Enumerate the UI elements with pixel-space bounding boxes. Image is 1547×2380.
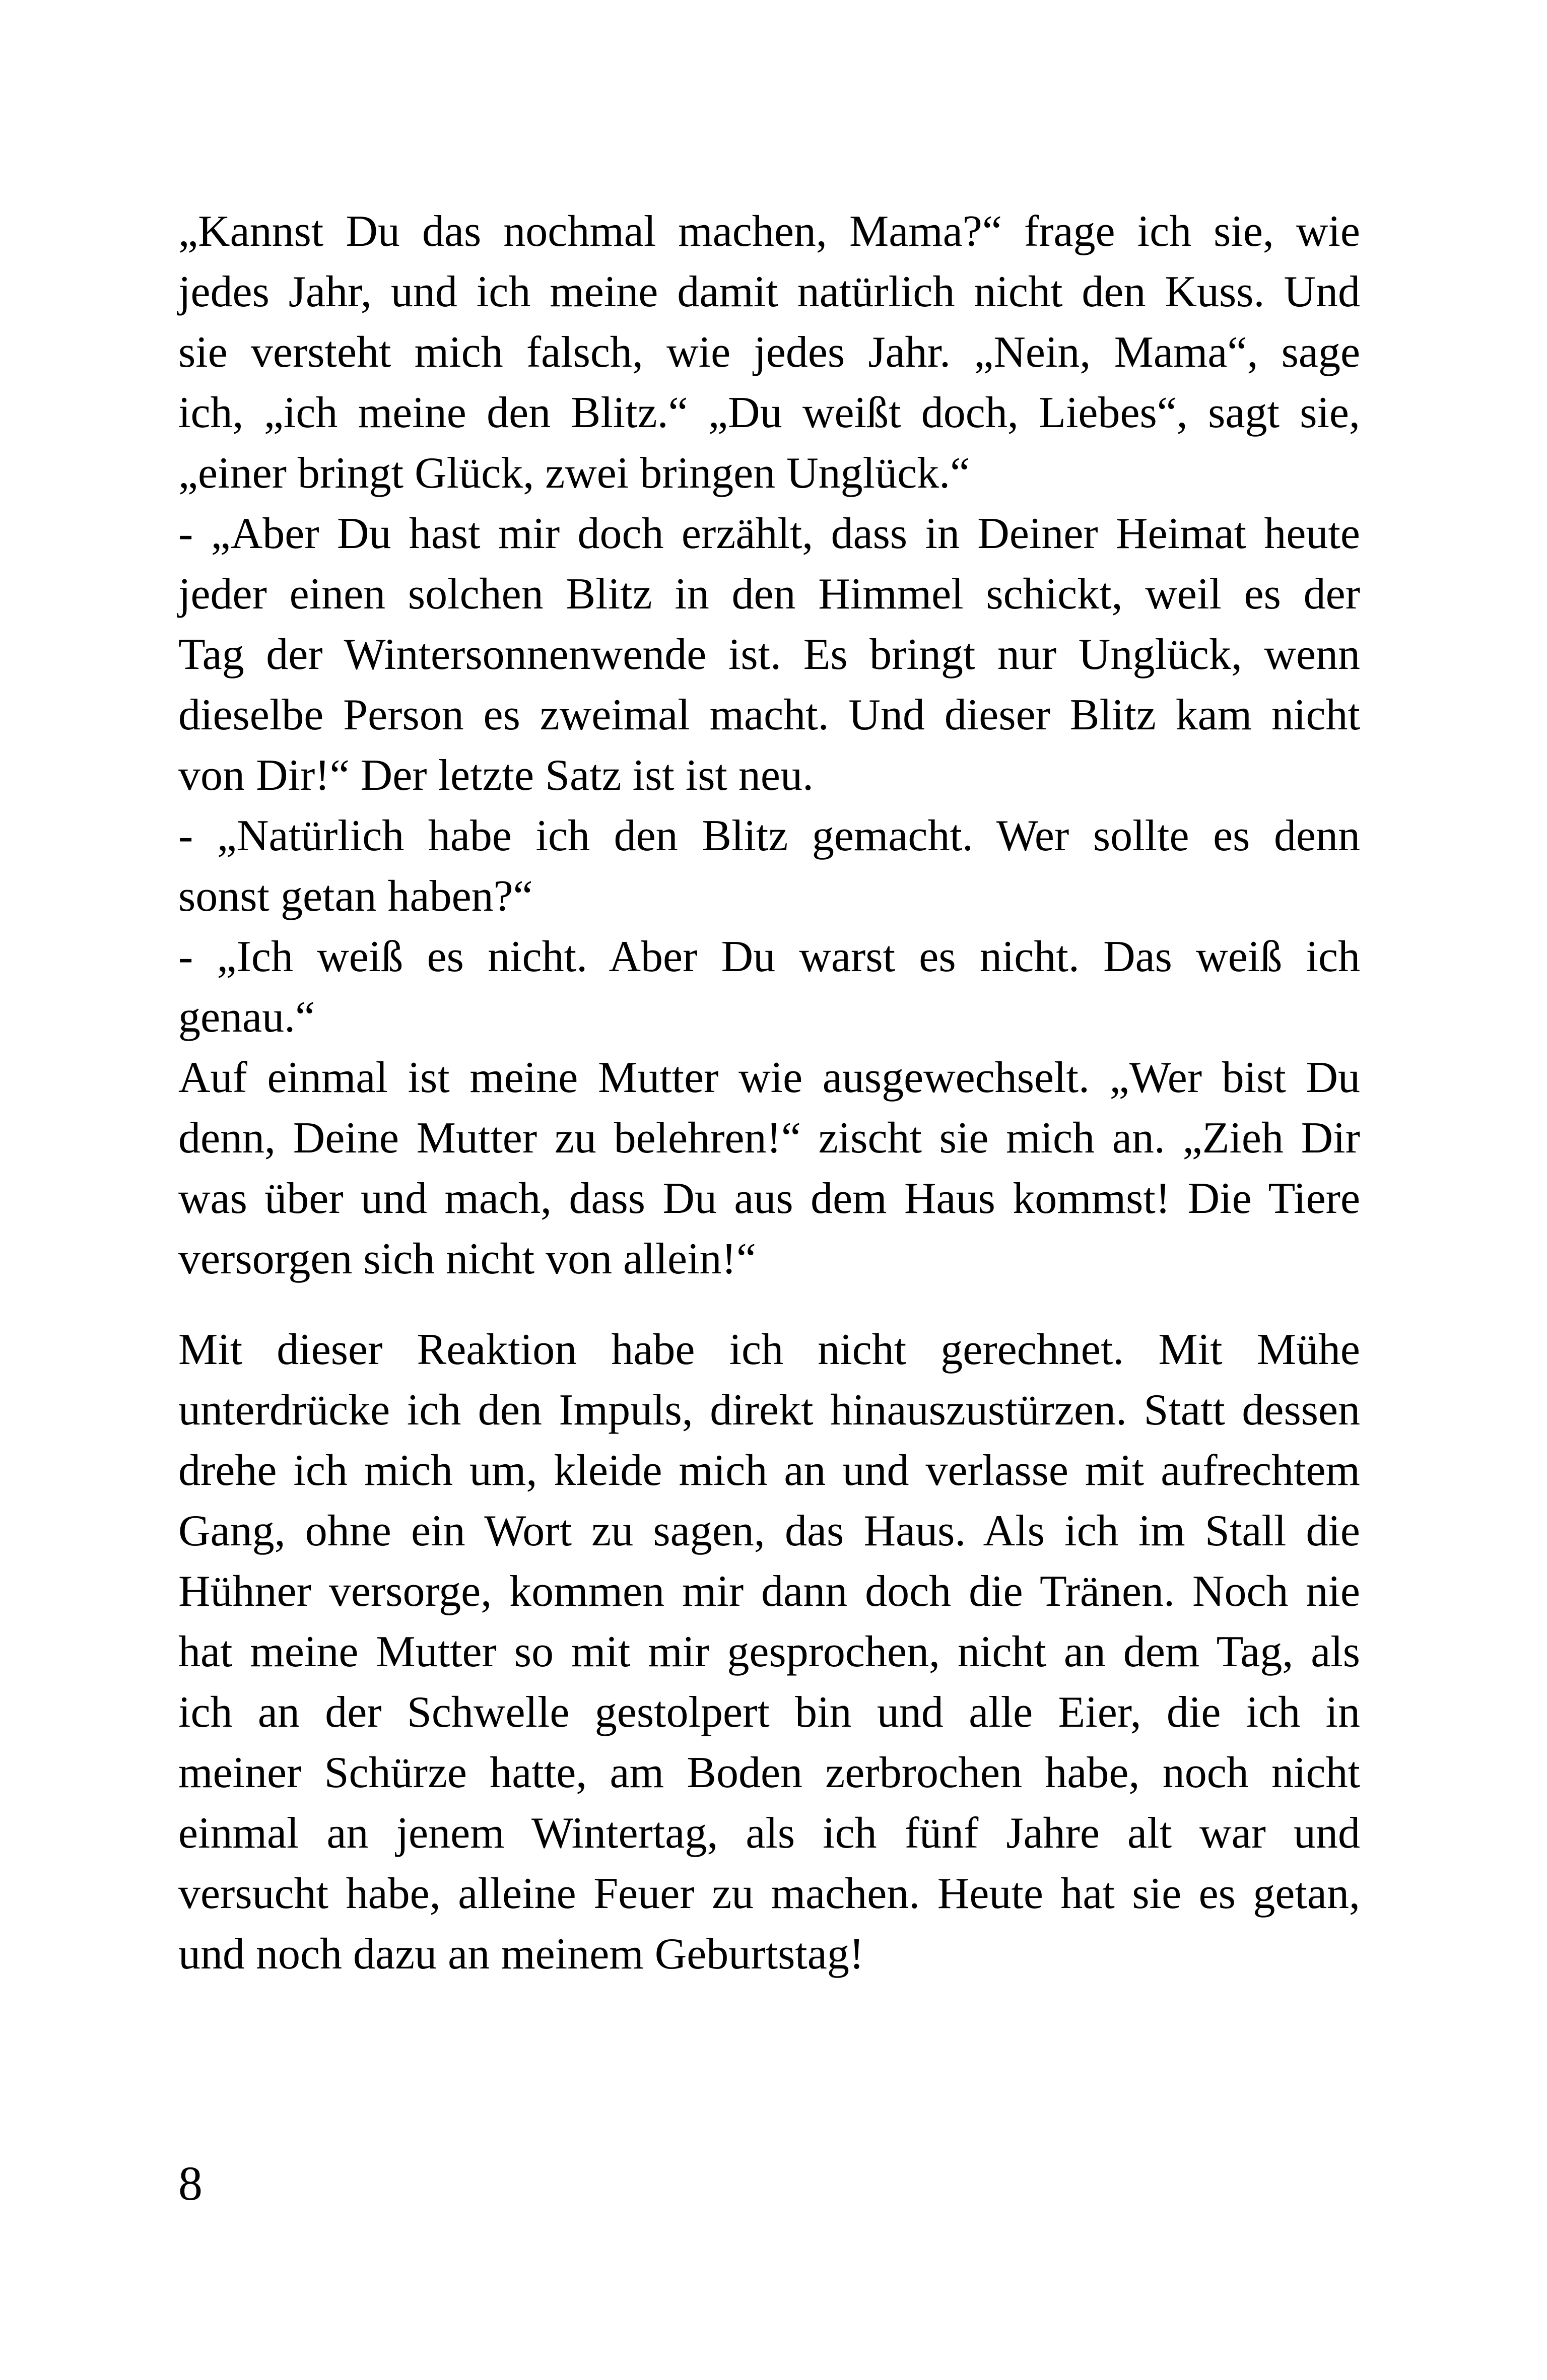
text-line: - „Ich weiß es nicht. Aber Du warst es nicht. Das weiß ich (178, 932, 1360, 981)
text-line: und noch dazu an meinem Geburtstag! (178, 1930, 864, 1979)
text-line: von Dir!“ Der letzte Satz ist ist neu. (178, 751, 814, 800)
paragraph (178, 1048, 1360, 1289)
text-line: ich, „ich meine den Blitz.“ „Du weißt doch, Liebes“, sagt sie, (178, 388, 1360, 437)
text-line: sonst getan haben?“ (178, 872, 533, 921)
text-line: genau.“ (178, 993, 315, 1042)
paragraph (178, 806, 1360, 927)
text-line: „Kannst Du das nochmal machen, Mama?“ frage ich sie, wie (178, 207, 1360, 256)
text-line: sie versteht mich falsch, wie jedes Jahr. „Nein, Mama“, sage (178, 328, 1360, 377)
text-section (178, 201, 1360, 1289)
text-line: „einer bringt Glück, zwei bringen Unglück.“ (178, 449, 970, 498)
text-line: was über und mach, dass Du aus dem Haus kommst! Die Tiere (178, 1174, 1360, 1223)
text-line: einmal an jenem Wintertag, als ich fünf Jahre alt war und (178, 1809, 1360, 1858)
text-line: - „Natürlich habe ich den Blitz gemacht. Wer sollte es denn (178, 811, 1360, 860)
text-line: ich an der Schwelle gestolpert bin und alle Eier, die ich in (178, 1688, 1360, 1737)
text-line: unterdrücke ich den Impuls, direkt hinauszustürzen. Statt dessen (178, 1386, 1360, 1435)
text-line: drehe ich mich um, kleide mich an und verlasse mit aufrechtem (178, 1446, 1360, 1495)
page-body-text (178, 201, 1360, 1985)
text-line: jeder einen solchen Blitz in den Himmel schickt, weil es der (178, 570, 1360, 619)
text-line: jedes Jahr, und ich meine damit natürlich nicht den Kuss. Und (178, 267, 1360, 316)
paragraph (178, 927, 1360, 1048)
paragraph (178, 504, 1360, 806)
text-line: - „Aber Du hast mir doch erzählt, dass in Deiner Heimat heute (178, 509, 1360, 558)
text-line: hat meine Mutter so mit mir gesprochen, nicht an dem Tag, als (178, 1627, 1360, 1676)
paragraph (178, 1320, 1360, 1985)
text-line: Gang, ohne ein Wort zu sagen, das Haus. Als ich im Stall die (178, 1507, 1360, 1555)
text-line: dieselbe Person es zweimal macht. Und dieser Blitz kam nicht (178, 691, 1360, 739)
text-section (178, 1320, 1360, 1985)
text-line: Auf einmal ist meine Mutter wie ausgewechselt. „Wer bist Du (178, 1053, 1360, 1102)
paragraph (178, 201, 1360, 504)
text-line: versorgen sich nicht von allein!“ (178, 1235, 756, 1283)
text-line: meiner Schürze hatte, am Boden zerbrochen habe, noch nicht (178, 1748, 1360, 1797)
text-line: denn, Deine Mutter zu belehren!“ zischt sie mich an. „Zieh Dir (178, 1114, 1360, 1163)
text-line: Hühner versorge, kommen mir dann doch die Tränen. Noch nie (178, 1567, 1360, 1616)
text-line: versucht habe, alleine Feuer zu machen. Heute hat sie es getan, (178, 1869, 1360, 1918)
text-line: Mit dieser Reaktion habe ich nicht gerechnet. Mit Mühe (178, 1325, 1360, 1374)
text-line: Tag der Wintersonnenwende ist. Es bringt nur Unglück, wenn (178, 630, 1360, 679)
page-number: 8 (178, 2156, 203, 2210)
